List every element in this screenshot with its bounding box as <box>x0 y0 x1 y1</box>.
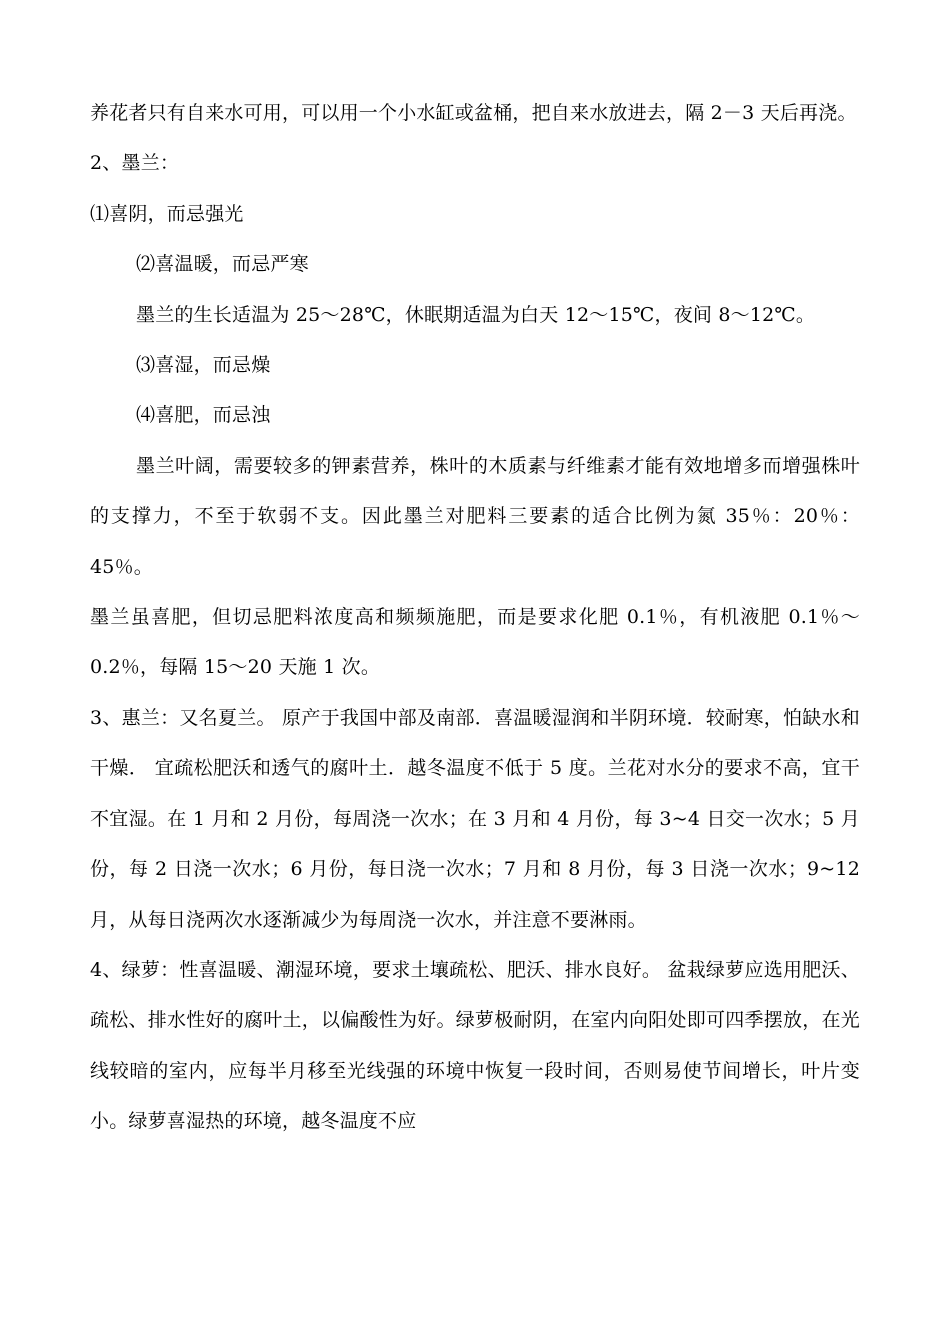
list-item-moran-humidity: ⑶喜湿，而忌燥 <box>136 354 271 377</box>
paragraph-moran-fertilizing: 墨兰虽喜肥，但切忌肥料浓度高和频频施肥，而是要求化肥 0.1％，有机液肥 0.1％～0.2％，每隔 15～20 天施 1 次。 <box>90 606 860 679</box>
list-item-moran-fertilizer: ⑷喜肥，而忌浊 <box>136 404 271 427</box>
paragraph-tap-water-note: 养花者只有自来水可用，可以用一个小水缸或盆桶，把自来水放进去，隔 2－3 天后再浇。 <box>90 102 857 124</box>
paragraph-moran-potassium: 墨兰叶阔，需要较多的钾素营养，株叶的木质素与纤维素才能有效地增多而增强株叶的支撑力，不至于软弱不支。因此墨兰对肥料三要素的适合比例为氮 35％：20％：45％。 <box>90 454 860 578</box>
paragraph-moran-temperature: 墨兰的生长适温为 25～28℃，休眠期适温为白天 12～15℃，夜间 8～12℃。 <box>136 303 816 326</box>
list-item-moran-warmth: ⑵喜温暖，而忌严寒 <box>136 253 309 276</box>
list-item-moran-shade: ⑴喜阴，而忌强光 <box>90 202 244 225</box>
paragraph-huilan: 3、惠兰：又名夏兰。 原产于我国中部及南部．喜温暖湿润和半阴环境．较耐寒，怕缺水和干燥． 宜疏松肥沃和透气的腐叶土．越冬温度不低于 5 度。兰花对水分的要求不高，宜干不宜湿。在 1 月和 2 月份，每周浇一次水；在 3 月和 4 月份，每 3~4 日交一次水；5 月份，每 2 日浇一次水；6 月份，每日浇一次水；7 月和 8 月份，每 3 日浇一次水；9~12 月，从每日浇两次水逐渐减少为每周浇一次水，并注意不要淋雨。 <box>90 706 860 931</box>
paragraph-pothos: 4、绿萝：性喜温暖、潮湿环境，要求土壤疏松、肥沃、排水良好。 盆栽绿萝应选用肥沃、疏松、排水性好的腐叶土，以偏酸性为好。绿萝极耐阴，在室内向阳处即可四季摆放，在光线较暗的室内，应每半月移至光线强的环境中恢复一段时间，否则易使节间增长，叶片变小。绿萝喜湿热的环境，越冬温度不应 <box>90 958 860 1133</box>
document-page <box>90 88 860 1147</box>
heading-moran: 2、墨兰： <box>90 152 180 175</box>
